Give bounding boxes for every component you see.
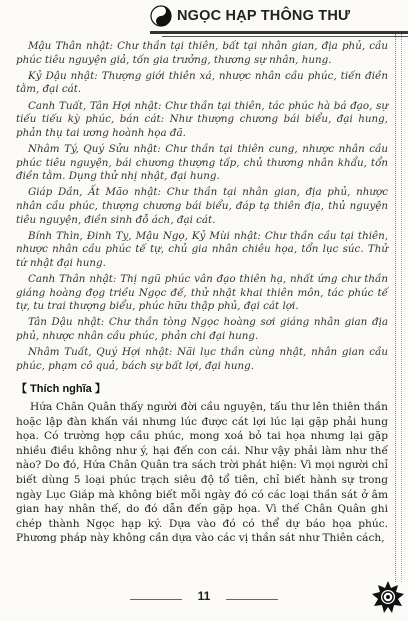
footer-rule-right [226,599,278,600]
day-entry-giap-dan-at-mao: Giáp Dần, Ất Mão nhật: Chư thần tại nhân gian, địa phủ, nhược nhân cầu phúc, thượng chương bái biểu, đáp tạ thiên địa, thủ nguyện tiêu nguyện, điền sinh đỗ ách, đại cát. [16,186,388,226]
page-header [150,2,408,32]
day-entry-nham-tuat-quy-hoi: Nhâm Tuất, Quý Hợi nhật: Nãi lục thần cùng nhật, nhân gian cầu phúc, phạm cô quả, bách sự bất lợi, đại hung. [16,346,388,372]
day-entry-binh-thin-ky-mui: Bính Thìn, Đinh Tỵ, Mậu Ngọ, Kỷ Mùi nhật: Chư thần cầu tại thiên, nhược nhân cầu phúc tế tự, chủ gia nhân chiêu họa, tổn lục súc. Thử tứ nhật đại hung. [16,229,388,269]
day-entry-canh-tuat-tan-hoi: Canh Tuất, Tân Hợi nhật: Chư thần tại thiên, tác phúc hà bá đạo, sự tiếu tiếu kỳ phúc, bán cát: Như thượng chương bái biểu, đại hung, phản thụ tai ương hoành họa đã. [16,99,388,139]
yin-yang-icon [150,5,172,27]
page-number: 11 [197,589,211,603]
header-rule [150,31,408,34]
right-border [395,34,396,582]
book-title: NGỌC HẠP THÔNG THƯ [177,8,351,24]
day-entry-mau-than: Mậu Thân nhật: Chư thần tại thiên, bất tại nhân gian, địa phủ, cầu phúc tiêu nguyện giả, tốn gia trưởng, thương sự nhân, hung. [16,40,388,66]
text-column [16,40,388,546]
section-heading: 【 Thích nghĩa 】 [16,383,106,395]
explanation-paragraph: Hứa Chân Quân thấy người đời cầu nguyện, tấu thư lên thiên thần hoặc lập đàn khấn vái nhưng lúc được cát lợi lúc lại gặp phải hung họa. Có trường hợp cầu phúc, mong xoá bỏ tai họa nhưng lại gặp nhiều điều không như ý, hại đến con cái. Như vậy phải làm như thế nào? Do đó, Hứa Chân Quân tra sách trời phát hiện: Vì mọi người chỉ biết dùng 5 loại phúc trạch siêu độ tổ tiên, chỉ biết hành sự trong ngày Lục Giáp mà không biết mỗi ngày đó có các loại thần sát ở âm gian hay nhân thế, do đó dẫn đến gặp họa. Vì thế Chân Quân ghi chép thành Ngọc hạp ký. Dựa vào đó có thể dự báo họa phúc. Phương pháp này không cần dựa vào các vị thần sát như Thiên cách, [16,401,388,545]
header-rule-thin [162,36,408,37]
corner-ornament-icon [371,580,405,614]
right-border-outer [401,34,402,582]
day-entry-ky-dau: Kỷ Dậu nhật: Thượng giới thiên xá, nhược nhân cầu phúc, tiến điền tằm, đại cát. [16,69,388,96]
day-entry-nham-ty-quy-suu: Nhâm Tý, Quý Sửu nhật: Chư thần tại thiên cung, nhược nhân cầu phúc tiêu nguyện, bái chương thượng tấp, chủ thương nhân khẩu, tổn điền tằm. Dụng thử nhị nhật, đại hung. [16,142,388,183]
day-entry-tan-dau: Tân Dậu nhật: Chư thần tòng Ngọc hoàng sơi giáng nhân gian địa phủ, nhược nhân cầu phúc, phản chi đại hung. [16,316,388,343]
page-footer [0,584,408,614]
footer-rule-left [130,599,182,600]
day-entry-canh-than: Canh Thân nhật: Thị ngũ phúc vân đạo thiên hạ, nhất ứng chư thần giáng hoàng đọg triều Ngọc đế, thử nhật khai thiên môn, tác phúc tế tự, tu trai thượng biểu, phúc hữu thập phủ, đại cát lợi. [16,273,388,313]
